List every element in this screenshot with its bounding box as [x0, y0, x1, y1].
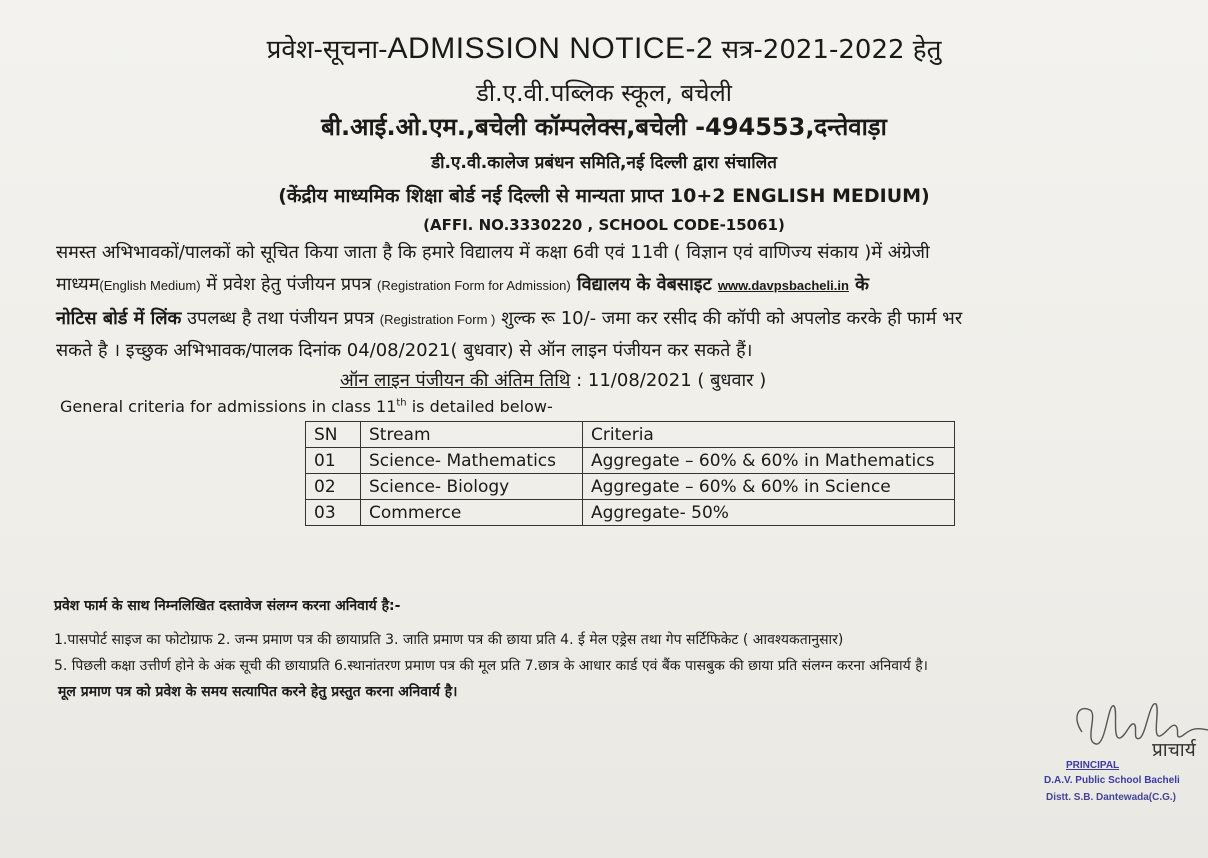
p2-english-medium: (English Medium): [99, 278, 201, 293]
p2-text: में प्रवेश हेतु पंजीयन प्रपत्र: [200, 274, 378, 295]
para-line-1: समस्त अभिभावकों/पालकों को सूचित किया जाता है कि हमारे विद्यालय में कक्षा 6वी एवं 11वी ( विज्ञान एवं वाणिज्य संकाय )में अंग्रेजी: [56, 242, 930, 263]
para-line-2: [56, 272, 869, 296]
school-name: डी.ए.वी.पब्लिक स्कूल, बचेली: [475, 79, 732, 107]
notice-title: [0, 30, 1208, 66]
title-session: सत्र-2021-2022 हेतु: [713, 35, 942, 65]
school-website-link[interactable]: www.davpsbacheli.in: [717, 278, 849, 293]
p3-notice-board: नोटिस बोर्ड में लिंक: [56, 308, 182, 329]
row-criteria: Aggregate- 50%: [583, 500, 955, 526]
row-criteria: Aggregate – 60% & 60% in Science: [583, 474, 955, 500]
stamp-district: Distt. S.B. Dantewada(C.G.): [1046, 792, 1177, 803]
documents-line-2: 5. पिछली कक्षा उत्तीर्ण होने के अंक सूची की छायाप्रति 6.स्थानांतरण प्रमाण पत्र की मूल प्रति 7.छात्र के आधार कार्ड एवं बैंक पासबुक की छाया प्रति संलग्न करना अनिवार्य है।: [54, 658, 928, 674]
stamp-school: D.A.V. Public School Bacheli: [1044, 775, 1180, 786]
row-sn: 03: [306, 500, 361, 526]
last-date-label: ऑन लाइन पंजीयन की अंतिम तिथि: [340, 370, 571, 391]
management-line: डी.ए.वी.कालेज प्रबंधन समिति,नई दिल्ली द्वारा संचालित: [431, 153, 777, 173]
documents-line-3: मूल प्रमाण पत्र को प्रवेश के समय सत्यापित करने हेतु प्रस्तुत करना अनिवार्य है।: [58, 684, 458, 700]
row-stream: Science- Mathematics: [361, 448, 583, 474]
criteria-intro-end: is detailed below-: [406, 397, 553, 416]
table-row: [306, 474, 955, 500]
p2-medium: माध्यम: [56, 274, 100, 295]
last-date: [340, 368, 766, 392]
criteria-intro-sup: th: [396, 397, 407, 409]
p2-registration: (Registration Form for Admission): [377, 278, 571, 293]
header-criteria: Criteria: [583, 422, 955, 448]
stamp-principal: PRINCIPAL: [1066, 760, 1120, 771]
affiliation-codes: (AFFI. NO.3330220 , SCHOOL CODE-15061): [423, 216, 785, 234]
last-date-value: : 11/08/2021 ( बुधवार ): [570, 370, 767, 391]
row-stream: Science- Biology: [361, 474, 583, 500]
row-criteria: Aggregate – 60% & 60% in Mathematics: [583, 448, 955, 474]
criteria-intro: [60, 397, 553, 416]
documents-line-1: 1.पासपोर्ट साइज का फोटोग्राफ 2. जन्म प्रमाण पत्र की छायाप्रति 3. जाति प्रमाण पत्र की छाया प्रति 4. ई मेल एड्रेस तथा गेप सर्टिफिकेट ( आवश्यकतानुसार): [54, 632, 844, 648]
p3-text: उपलब्ध है तथा पंजीयन प्रपत्र: [181, 308, 380, 329]
p3-fee: शुल्क रू 10/- जमा कर रसीद की कॉपी को अपलोड करके ही फार्म भर: [495, 308, 963, 329]
table-row: [306, 500, 955, 526]
title-english: ADMISSION NOTICE-2: [387, 32, 714, 65]
board-affiliation: (केंद्रीय माध्यमिक शिक्षा बोर्ड नई दिल्ली से मान्यता प्राप्त 10+2 ENGLISH MEDIUM): [278, 185, 930, 207]
criteria-intro-text: General criteria for admissions in class 11: [60, 397, 397, 416]
p3-registration: (Registration Form ): [379, 312, 496, 327]
principal-hindi: प्राचार्य: [1152, 739, 1196, 761]
criteria-table: [305, 421, 955, 526]
title-prefix: प्रवेश-सूचना-: [266, 35, 388, 65]
documents-heading: प्रवेश फार्म के साथ निम्नलिखित दस्तावेज संलग्न करना अनिवार्य है:-: [54, 598, 401, 614]
row-sn: 02: [306, 474, 361, 500]
school-address: बी.आई.ओ.एम.,बचेली कॉम्पलेक्स,बचेली -494553,दन्तेवाड़ा: [321, 113, 887, 141]
p2-website-label: विद्यालय के वेबसाइट: [570, 274, 718, 295]
table-header-row: [306, 422, 955, 448]
para-line-3: [56, 306, 962, 330]
header-stream: Stream: [361, 422, 583, 448]
row-sn: 01: [306, 448, 361, 474]
p2-end: के: [848, 274, 869, 295]
row-stream: Commerce: [361, 500, 583, 526]
para-line-4: सकते है । इच्छुक अभिभावक/पालक दिनांक 04/08/2021( बुधवार) से ऑन लाइन पंजीयन कर सकते हैं।: [56, 340, 753, 361]
header-sn: SN: [306, 422, 361, 448]
table-row: [306, 448, 955, 474]
